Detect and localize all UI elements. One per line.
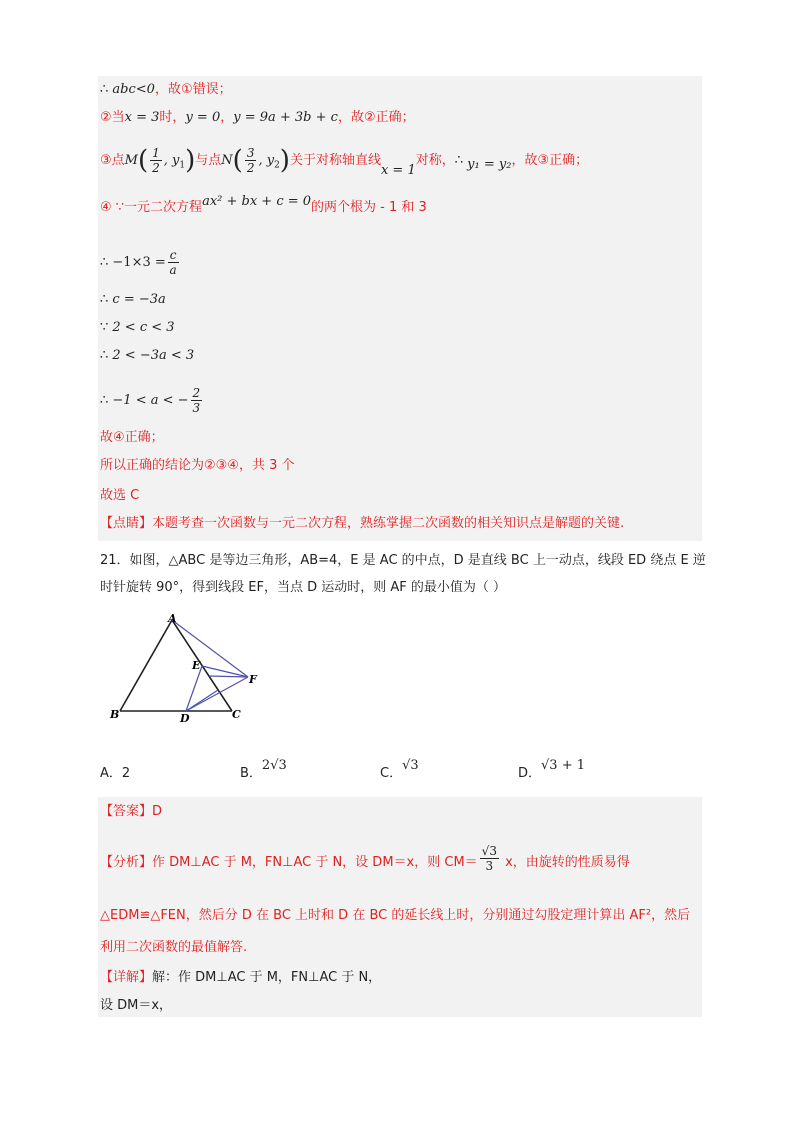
solution-line-8: ∴ 2 < −3a < 3 <box>100 348 195 363</box>
analysis-line-2: △EDM≌△FEN，然后分 D 在 BC 上时和 D 在 BC 的延长线上时，分别通过勾股定理计算出 AF²，然后 <box>100 908 691 923</box>
solution-line-5: ∴ −1×3 = $\frac{c}{a}$ <box>100 248 177 277</box>
option-a[interactable]: A．2 <box>100 766 131 781</box>
question-line-1: 21．如图，△ABC 是等边三角形，AB=4，E 是 AC 的中点，D 是直线 BC 上一动点，线段 ED 绕点 E 逆 <box>100 553 706 568</box>
geometry-figure <box>108 612 278 724</box>
solution-line-4: ④ ∵一元二次方程ax² + bx + c = 0的两个根为 - 1 和 3 <box>100 194 427 215</box>
answer-line: 【答案】D <box>100 804 163 819</box>
solution-line-2: ②当x = 3时，y = 0，y = 9a + 3b + c，故②正确； <box>100 110 415 125</box>
analysis-line-1: 【分析】作 DM⊥AC 于 M，FN⊥AC 于 N，设 DM＝x，则 CM＝ $\frac{√3}{3}$ x，由旋转的性质易得 <box>100 844 630 873</box>
solution-line-6: ∴ c = −3a <box>100 292 166 307</box>
segment-df <box>186 677 248 711</box>
solution-line-9: ∴ −1 < a < − $\frac{2}{3}$ <box>100 386 201 415</box>
solution-line-11: 所以正确的结论为②③④，共 3 个 <box>100 458 295 473</box>
analysis-line-3: 利用二次函数的最值解答. <box>100 940 248 955</box>
label-e: E <box>192 659 201 672</box>
label-b: B <box>110 708 120 721</box>
option-b[interactable]: B．2√3 <box>240 758 287 781</box>
option-d[interactable]: D．√3 + 1 <box>518 758 585 781</box>
label-a: A <box>168 612 177 625</box>
label-c: C <box>232 708 241 721</box>
solution-line-7: ∵ 2 < c < 3 <box>100 320 175 335</box>
solution-line-1: ∴ abc<0，故①错误； <box>100 82 232 97</box>
segment-ed <box>186 666 202 711</box>
segment-dm <box>186 690 218 711</box>
question-line-2: 时针旋转 90°，得到线段 EF，当点 D 运动时，则 AF 的最小值为（ ） <box>100 580 507 595</box>
solution-line-12: 故选 C <box>100 488 140 503</box>
label-f: F <box>249 673 257 686</box>
option-c[interactable]: C．√3 <box>380 758 419 781</box>
label-d: D <box>180 712 190 724</box>
detail-line-2: 设 DM＝x， <box>100 998 173 1013</box>
solution-line-10: 故④正确； <box>100 430 164 445</box>
detail-line-1: 【详解】解：作 DM⊥AC 于 M，FN⊥AC 于 N， <box>100 970 382 985</box>
solution-line-13: 【点睛】本题考查一次函数与一元二次方程，熟练掌握二次函数的相关知识点是解题的关键. <box>100 516 625 531</box>
segment-ac <box>172 620 232 711</box>
segment-ab <box>120 620 172 711</box>
solution-line-3: ③点M( $\frac{1}{2}$ , $y_1$)与点N( $\frac{3}{2}$ , $y_2$)关于对称轴直线x = 1对称，∴ y₁ = y₂，故③正确； <box>100 145 589 178</box>
